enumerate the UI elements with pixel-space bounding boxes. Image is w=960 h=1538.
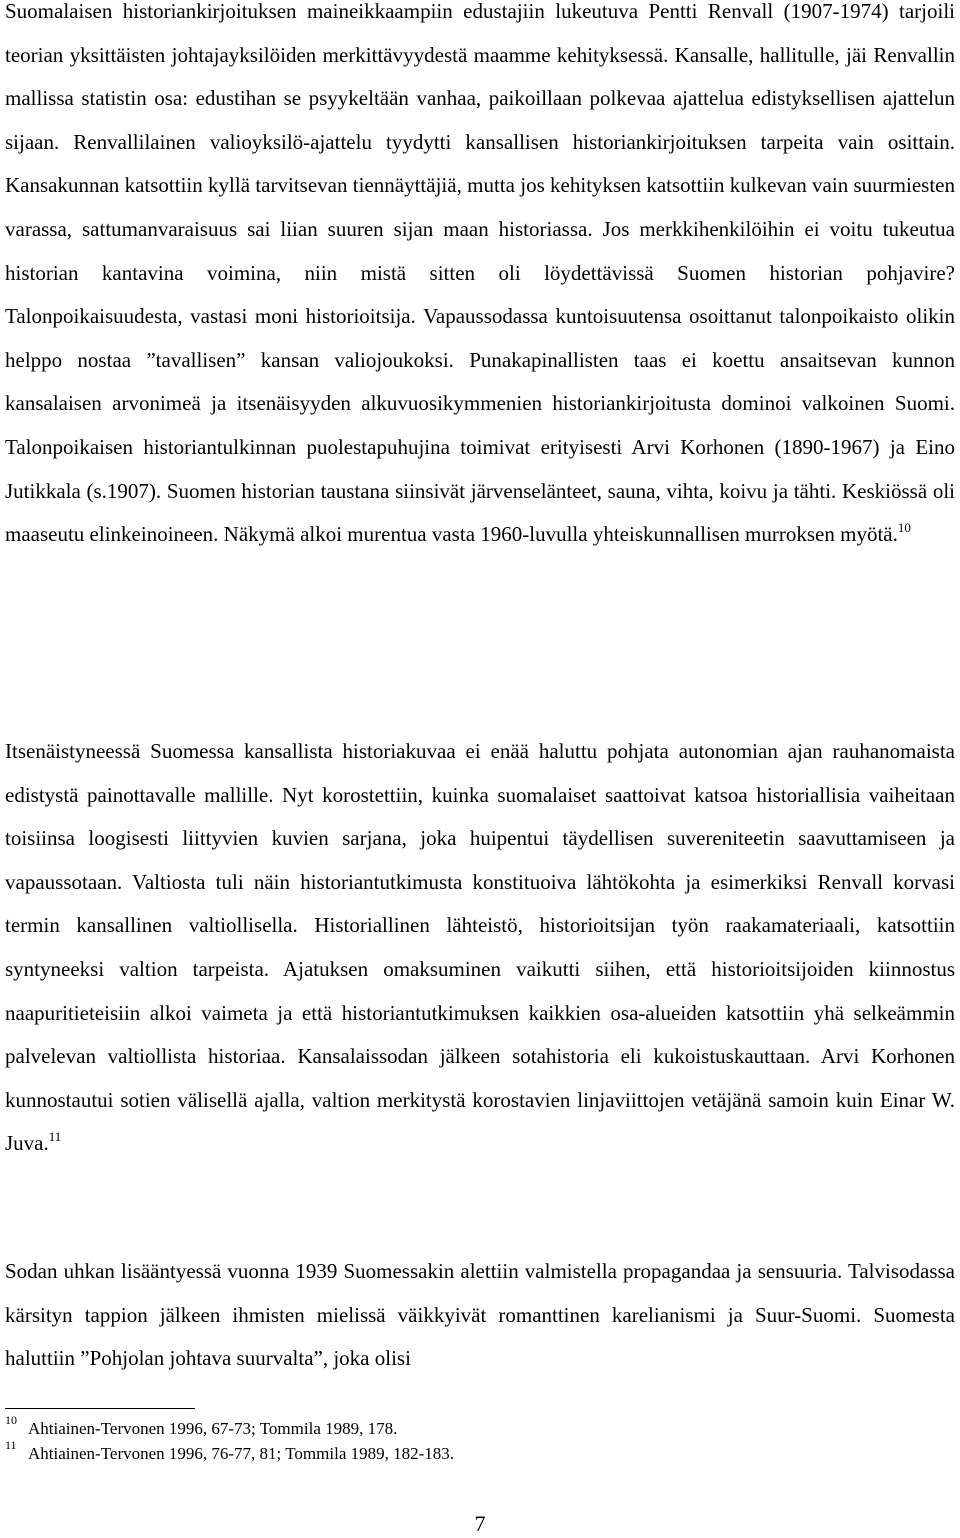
footnote-separator — [5, 1408, 195, 1409]
footnote-number: 10 — [5, 1413, 17, 1427]
footnote-text: Ahtiainen-Tervonen 1996, 76-77, 81; Tommila 1989, 182-183. — [28, 1444, 455, 1463]
paragraph-text: Suomalaisen historiankirjoituksen maineikkaampiin edustajiin lukeutuva Pentti Renvall (1907-1974) tarjoili teorian yksittäisten johtajayksilöiden merkittävyydestä maamme kehityksessä. Kansalle, hallitulle, jäi Renvallin mallissa statistin osa: edustihan se psyykeltään vanhaa, paikoillaan polkevaa ajattelua edistyksellisen ajattelun sijaan. Renvallilainen valioyksilö-ajattelu tyydytti kansallisen historiankirjoituksen tarpeita vain osittain. Kansakunnan katsottiin kyllä tarvitsevan tiennäyttäjiä, mutta jos kehityksen katsottiin kulkevan vain suurmiesten varassa, sattumanvaraisuus sai liian suuren sijan maan historiassa. Jos merkkihenkilöihin ei voitu tukeutua historian kantavina voimina, niin mistä sitten oli löydettävissä Suomen historian pohjavire? Talonpoikaisuudesta, vastasi moni historioitsija. Vapaussodassa kuntoisuutensa osoittanut talonpoikaisto olikin helppo nostaa ”tavallisen” kansan valiojoukoksi. Punakapinallisten taas ei koettu ansaitsevan kunnon kansalaisen arvonimeä ja itsenäisyyden alkuvuosikymmenien historiankirjoitusta dominoi valkoinen Suomi. Talonpoikaisen historiantulkinnan puolestapuhujina toimivat erityisesti Arvi Korhonen (1890-1967) ja Eino Jutikkala (s.1907). Suomen historian taustana siinsivät järvenselänteet, sauna, vihta, koivu ja tähti. Keskiössä oli maaseutu elinkeinoineen. Näkymä alkoi murentua vasta 1960-luvulla yhteiskunnallisen murroksen myötä. — [5, 0, 955, 547]
footnote — [5, 1413, 955, 1441]
paragraph-independent-finland — [5, 730, 955, 1166]
page-number: 7 — [474, 1511, 486, 1536]
footnotes — [5, 1413, 955, 1466]
paragraph-text: Itsenäistyneessä Suomessa kansallista historiakuvaa ei enää haluttu pohjata autonomian ajan rauhanomaista edistystä painottavalle mallille. Nyt korostettiin, kuinka suomalaiset saattoivat katsoa historiallisia vaiheitaan toisiinsa loogisesti liittyvien kuvien sarjana, joka huipentui täydellisen suvereniteetin saavuttamiseen ja vapaussotaan. Valtiosta tuli näin historiantutkimusta konstituoiva lähtökohta ja esimerkiksi Renvall korvasi termin kansallinen valtiollisella. Historiallinen lähteistö, historioitsijan työn raakamateriaali, katsottiin syntyneeksi valtion tarpeista. Ajatuksen omaksuminen vaikutti siihen, että historioitsijoiden kiinnostus naapuritieteisiin alkoi vaimeta ja että historiantutkimuksen kaikkien osa-alueiden katsottiin yhä selkeämmin palvelevan valtiollista historiaa. Kansalaissodan jälkeen sotahistoria eli kukoistuskauttaan. Arvi Korhonen kunnostautui sotien välisellä ajalla, valtion merkitystä korostavien linjaviittojen vetäjänä samoin kuin Einar W. Juva. — [5, 739, 955, 1156]
footnote-reference: 10 — [897, 520, 911, 536]
footnote-number: 11 — [5, 1438, 17, 1452]
paragraph-war-propaganda — [5, 1250, 955, 1381]
footnote-text: Ahtiainen-Tervonen 1996, 67-73; Tommila 1989, 178. — [28, 1419, 398, 1438]
footnote-reference: 11 — [48, 1129, 62, 1145]
footnote — [5, 1438, 955, 1466]
paragraph-text: Sodan uhkan lisääntyessä vuonna 1939 Suomessakin alettiin valmistella propagandaa ja sensuuria. Talvisodassa kärsityn tappion jälkeen ihmisten mielissä väikkyivät romanttinen karelianismi ja Suur-Suomi. Suomesta haluttiin ”Pohjolan johtava suurvalta”, joka olisi — [5, 1259, 955, 1371]
paragraph-renvall — [5, 0, 955, 557]
